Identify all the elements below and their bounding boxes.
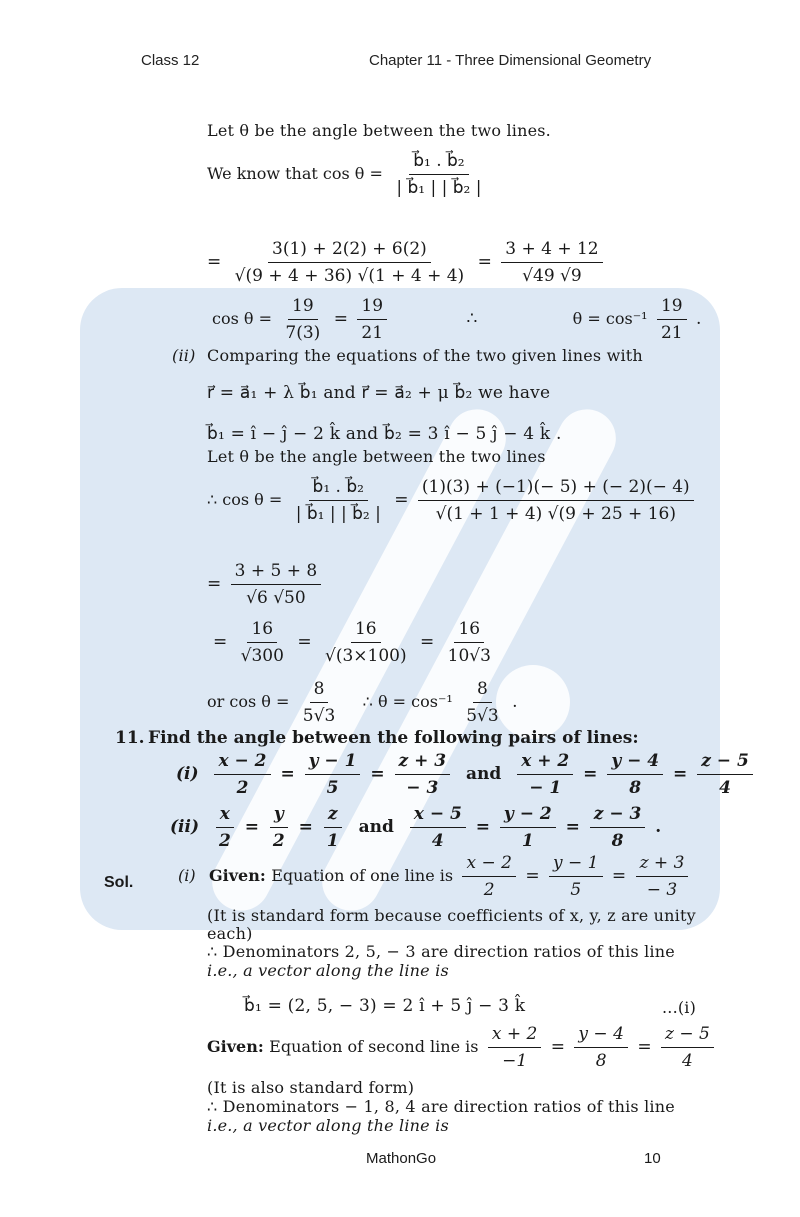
denominator: 8	[595, 1051, 607, 1071]
denominator: √(3×100)	[325, 646, 407, 666]
numerator: 19	[657, 295, 687, 320]
given-text: Equation of second line is	[269, 1037, 479, 1056]
fraction	[299, 678, 339, 727]
given-label: Given:	[209, 866, 266, 885]
denominator: 1	[326, 831, 339, 851]
question-text: Find the angle between the following pairs of lines:	[148, 728, 639, 748]
footer-page-number: 10	[644, 1150, 661, 1167]
numerator: (1)(3) + (−1)(− 5) + (− 2)(− 4)	[418, 476, 694, 501]
numerator: 16	[247, 618, 277, 643]
numerator: x − 5	[410, 803, 466, 828]
denominator: 2	[236, 778, 249, 798]
part-label: (ii)	[170, 817, 200, 837]
fraction	[321, 618, 411, 667]
equation-b-vectors: b⃗₁ = î − ĵ − 2 k̂ and b⃗₂ = 3 î − 5 ĵ − 4 k̂ .	[207, 424, 562, 444]
numerator: z − 5	[661, 1023, 714, 1048]
part-label: (ii)	[172, 346, 196, 365]
denominator: 10√3	[447, 646, 491, 666]
numerator: 8	[473, 678, 492, 703]
denominator: − 1	[529, 778, 562, 798]
denominator: − 3	[646, 880, 678, 900]
denominator: 5	[326, 778, 339, 798]
label: ∴ cos θ =	[207, 490, 283, 509]
equation-cos-theta	[207, 150, 489, 199]
numerator: z − 5	[697, 750, 753, 775]
question-number: 11.	[115, 728, 145, 748]
numerator: x + 2	[488, 1023, 541, 1048]
question-part-i: (i) $\frac{x - 2}{2}$ = $\frac{y - 1}{5}$ = $\frac{z + 3}{- 3}$ and $\frac{x + 2}{- 1}$ = $\frac{y - 4}{8}$ = $\frac{z - 5}{4}$	[176, 750, 757, 799]
and-word: and	[466, 764, 502, 784]
denominator: 7(3)	[285, 323, 321, 343]
fraction	[418, 476, 694, 525]
fraction	[231, 238, 469, 287]
denominator: 4	[719, 778, 731, 798]
denominator: 4	[431, 831, 444, 851]
denominator: √(1 + 1 + 4) √(9 + 25 + 16)	[435, 504, 676, 524]
text-line: i.e., a vector along the line is	[207, 961, 449, 980]
denominator: 21	[361, 323, 384, 343]
equation-step-3: = $\frac{16}{√300}$ = $\frac{16}{√(3\times 100)}$ = $\frac{16}{10√3}$	[213, 618, 499, 667]
numerator: 16	[351, 618, 381, 643]
text-line: (It is also standard form)	[207, 1078, 415, 1097]
numerator: z − 3	[590, 803, 646, 828]
numerator: 19	[357, 295, 387, 320]
equation-or-result: or cos θ = $\frac{8}{5√3}$ ∴ θ = cos⁻¹ $\frac{8}{5√3}$ .	[207, 679, 518, 726]
denominator: √49 √9	[522, 266, 582, 286]
numerator: z + 3	[636, 852, 689, 877]
denominator: 2	[218, 831, 231, 851]
header-class: Class 12	[141, 52, 200, 69]
denominator: 4	[681, 1051, 693, 1071]
denominator: | b⃗₁ | | b⃗₂ |	[295, 504, 381, 524]
denominator: 21	[660, 323, 683, 343]
equation-ref: ...(i)	[662, 998, 697, 1017]
denominator: 1	[521, 831, 534, 851]
label: cos θ =	[212, 309, 273, 328]
numerator: 8	[310, 678, 329, 703]
numerator: z + 3	[395, 750, 451, 775]
footer-brand: MathonGo	[366, 1150, 437, 1167]
numerator: x + 2	[517, 750, 573, 775]
numerator: y − 1	[549, 852, 602, 877]
part-label: (i)	[176, 764, 199, 784]
theta-label: ∴ θ = cos⁻¹	[362, 692, 453, 711]
equation-result-19-21: cos θ = $\frac{19}{7(3)}$ = $\frac{19}{21}$ ∴ θ = cos⁻¹ $\frac{19}{21}$ .	[212, 296, 702, 343]
header-chapter: Chapter 11 - Three Dimensional Geometry	[369, 52, 652, 69]
text-line: ∴ Denominators 2, 5, − 3 are direction ratios of this line	[207, 942, 675, 961]
text-line: Comparing the equations of the two given lines with	[207, 346, 643, 365]
and-word: and	[358, 817, 394, 837]
label: We know that cos θ =	[207, 164, 383, 183]
text-line: i.e., a vector along the line is	[207, 1116, 449, 1135]
label: or cos θ =	[207, 692, 290, 711]
fraction	[357, 295, 387, 344]
fraction	[231, 560, 322, 609]
text-line: ∴ Denominators − 1, 8, 4 are direction ratios of this line	[207, 1097, 675, 1116]
given-line-2: Given: Equation of second line is $\frac{x + 2}{-1}$ = $\frac{y - 4}{8}$ = $\frac{z - 5}{4}$	[207, 1023, 718, 1072]
numerator: 3(1) + 2(2) + 6(2)	[268, 238, 431, 263]
numerator: y − 2	[500, 803, 556, 828]
text-line: each)	[207, 924, 253, 943]
denominator: √6 √50	[246, 588, 306, 608]
numerator: 3 + 4 + 12	[501, 238, 602, 263]
numerator: 3 + 5 + 8	[231, 560, 322, 585]
denominator: 8	[629, 778, 642, 798]
denominator: 2	[483, 880, 495, 900]
numerator: z	[324, 803, 342, 828]
numerator: y − 4	[574, 1023, 627, 1048]
numerator: 16	[454, 618, 484, 643]
equation-cos-ii: ∴ cos θ = $\frac{\text{b⃗₁ . b⃗₂}}{\text{| b⃗₁ | | b⃗₂ |}}$ = $\frac{(1)(3) + (-1)(- 5) + (- 2)(- 4)}{√(1 + 1 + 4) √(9 + 25 + 16)}$	[207, 476, 698, 525]
denominator: 8	[611, 831, 624, 851]
numerator: x − 2	[214, 750, 270, 775]
text-line: (It is standard form because coefficients of x, y, z are unity	[207, 906, 696, 925]
fraction	[444, 618, 495, 667]
equation-step-1: = $\frac{3(1) + 2(2) + 6(2)}{√(9 + 4 + 36) √(1 + 4 + 4)}$ = $\frac{3 + 4 + 12}{√49 √9}$	[207, 238, 607, 287]
denominator: − 3	[406, 778, 439, 798]
numerator: y − 4	[607, 750, 663, 775]
therefore-symbol: ∴	[466, 309, 478, 329]
denominator: √(9 + 4 + 36) √(1 + 4 + 4)	[234, 266, 465, 286]
equation-vector-form: r⃗ = a⃗₁ + λ b⃗₁ and r⃗ = a⃗₂ + μ b⃗₂ we have	[207, 383, 551, 403]
denominator: 5√3	[302, 706, 336, 726]
given-text: Equation of one line is	[271, 866, 454, 885]
numerator: b⃗₁ . b⃗₂	[409, 150, 468, 175]
theta-label: θ = cos⁻¹	[572, 309, 648, 328]
denominator: √300	[240, 646, 284, 666]
numerator: b⃗₁ . b⃗₂	[309, 476, 368, 501]
fraction	[292, 476, 385, 525]
solution-label: Sol.	[104, 874, 134, 891]
fraction	[657, 295, 687, 344]
fraction	[501, 238, 602, 287]
question-part-ii: (ii) $\frac{x}{2}$ = $\frac{y}{2}$ = $\frac{z}{1}$ and $\frac{x - 5}{4}$ = $\frac{y - 2}{1}$ = $\frac{z - 3}{8}$ .	[170, 804, 662, 851]
fraction	[281, 295, 324, 344]
text-line: Let θ be the angle between the two lines	[207, 447, 546, 466]
numerator: x − 2	[462, 852, 515, 877]
equation-b1: b⃗₁ = (2, 5, − 3) = 2 î + 5 ĵ − 3 k̂	[244, 996, 526, 1016]
denominator: | b⃗₁ | | b⃗₂ |	[396, 178, 482, 198]
given-label: Given:	[207, 1037, 264, 1056]
given-line-1: (i) Given: Equation of one line is $\frac{x - 2}{2}$ = $\frac{y - 1}{5}$ = $\frac{z + 3}{- 3}$	[178, 852, 692, 901]
equation-step-2: = $\frac{3 + 5 + 8}{√6 √50}$	[207, 560, 325, 609]
numerator: x	[216, 803, 234, 828]
denominator: 2	[272, 831, 285, 851]
part-label: (i)	[178, 866, 196, 885]
numerator: y − 1	[305, 750, 361, 775]
fraction	[237, 618, 288, 667]
denominator: 5	[570, 880, 582, 900]
numerator: y	[270, 803, 288, 828]
text-line: Let θ be the angle between the two lines.	[207, 121, 551, 140]
denominator: −1	[502, 1051, 528, 1071]
fraction	[462, 678, 502, 727]
denominator: 5√3	[466, 706, 499, 726]
numerator: 19	[288, 295, 318, 320]
fraction	[392, 150, 485, 199]
